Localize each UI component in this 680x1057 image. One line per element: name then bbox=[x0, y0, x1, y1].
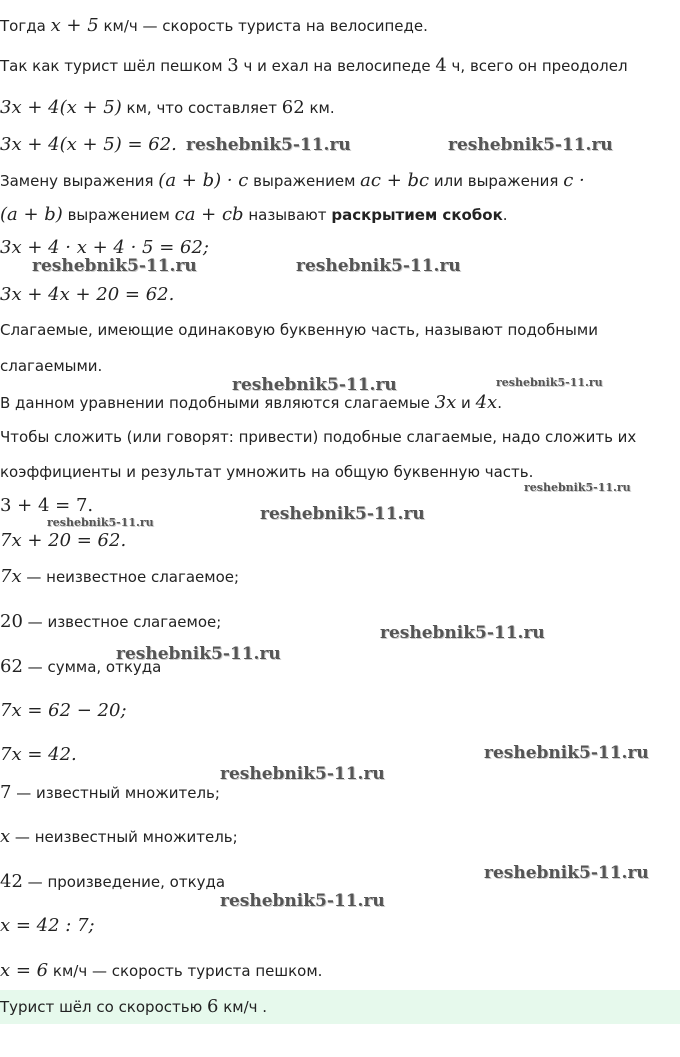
watermark: reshebnik5-11.ru bbox=[484, 863, 649, 883]
text: Слагаемые, имеющие одинаковую буквенную часть, называют подобными bbox=[0, 321, 598, 339]
watermark: reshebnik5-11.ru bbox=[260, 504, 425, 524]
watermark: reshebnik5-11.ru bbox=[232, 375, 397, 395]
text-line bbox=[0, 872, 225, 892]
watermark: reshebnik5-11.ru bbox=[524, 481, 631, 494]
math: x = 42 : 7; bbox=[0, 915, 95, 936]
equation-line bbox=[0, 496, 93, 516]
text-line bbox=[0, 205, 508, 225]
watermark: reshebnik5-11.ru bbox=[32, 256, 197, 276]
text: . bbox=[497, 394, 502, 412]
text: или выражения bbox=[429, 172, 564, 190]
math: 3 bbox=[227, 55, 239, 76]
text: и bbox=[456, 394, 476, 412]
text: — сумма, откуда bbox=[22, 658, 162, 676]
text: км/ч — скорость туриста пешком. bbox=[48, 962, 323, 980]
math: ac + bc bbox=[360, 170, 430, 191]
watermark: reshebnik5-11.ru bbox=[220, 764, 385, 784]
term-bold: раскрытием скобок bbox=[331, 206, 503, 224]
text-line bbox=[0, 56, 628, 76]
text: ч и ехал на велосипеде bbox=[238, 57, 436, 75]
text: — известное слагаемое; bbox=[22, 613, 222, 631]
text: км, что составляет bbox=[121, 99, 282, 117]
text: Чтобы сложить (или говорят: привести) подобные слагаемые, надо сложить их bbox=[0, 428, 637, 446]
text-line bbox=[0, 393, 502, 413]
watermark: reshebnik5-11.ru bbox=[47, 516, 154, 529]
math: (a + b) bbox=[0, 204, 63, 225]
math: 3 + 4 = 7. bbox=[0, 495, 94, 516]
text-line bbox=[0, 827, 238, 847]
watermark: reshebnik5-11.ru bbox=[116, 644, 281, 664]
math: 7x bbox=[0, 566, 22, 587]
math: 7x = 42. bbox=[0, 744, 77, 765]
math: 7x + 20 = 62. bbox=[0, 530, 127, 551]
equation-line bbox=[0, 135, 177, 155]
watermark: reshebnik5-11.ru bbox=[296, 256, 461, 276]
math: 6 bbox=[206, 996, 219, 1017]
math: 7 bbox=[0, 782, 12, 803]
text: — произведение, откуда bbox=[22, 873, 226, 891]
watermark: reshebnik5-11.ru bbox=[484, 743, 649, 763]
text: . bbox=[502, 206, 508, 224]
math: (a + b) · c bbox=[158, 170, 249, 191]
watermark: reshebnik5-11.ru bbox=[380, 623, 545, 643]
text: км/ч — скорость туриста на велосипеде. bbox=[98, 17, 428, 35]
watermark: reshebnik5-11.ru bbox=[496, 376, 603, 389]
text-line bbox=[0, 427, 636, 447]
equation-line bbox=[0, 701, 127, 721]
math: 62 bbox=[0, 656, 23, 677]
text-line bbox=[0, 783, 220, 803]
text-line bbox=[0, 356, 102, 376]
text: Так как турист шёл пешком bbox=[0, 57, 228, 75]
text: км/ч . bbox=[218, 998, 268, 1016]
equation-line bbox=[0, 531, 126, 551]
math: 42 bbox=[0, 871, 23, 892]
math: 4x bbox=[475, 392, 498, 413]
math: 4 bbox=[435, 55, 447, 76]
math: 3x + 4(x + 5) = 62. bbox=[0, 134, 177, 155]
math: 3x + 4(x + 5) bbox=[0, 97, 122, 118]
text: выражением bbox=[62, 206, 175, 224]
equation-line bbox=[0, 285, 174, 305]
text: слагаемыми. bbox=[0, 357, 103, 375]
watermark: reshebnik5-11.ru bbox=[186, 135, 351, 155]
math: 3x + 4x + 20 = 62. bbox=[0, 284, 175, 305]
answer-line bbox=[0, 997, 267, 1017]
math: 20 bbox=[0, 611, 23, 632]
watermark: reshebnik5-11.ru bbox=[448, 135, 613, 155]
text: В данном уравнении подобными являются слагаемые bbox=[0, 394, 435, 412]
text: — известный множитель; bbox=[11, 784, 220, 802]
math: x = 6 bbox=[0, 960, 49, 981]
math: 62 bbox=[281, 97, 305, 118]
math: c · bbox=[563, 170, 585, 191]
text: — неизвестный множитель; bbox=[10, 828, 238, 846]
text: Замену выражения bbox=[0, 172, 159, 190]
text: — неизвестное слагаемое; bbox=[21, 568, 240, 586]
equation-line bbox=[0, 916, 95, 936]
text: Турист шёл со скоростью bbox=[0, 998, 207, 1016]
text-line bbox=[0, 567, 239, 587]
text-line bbox=[0, 961, 322, 981]
text: коэффициенты и результат умножить на общую буквенную часть. bbox=[0, 463, 534, 481]
text-line bbox=[0, 612, 221, 632]
math: 3x + 4 · x + 4 · 5 = 62; bbox=[0, 237, 209, 258]
text: называют bbox=[243, 206, 332, 224]
answer-box bbox=[0, 990, 680, 1024]
text-line bbox=[0, 320, 598, 340]
text-line: Тогда x + 5 км/ч — скорость туриста на велосипеде. bbox=[0, 15, 428, 36]
text-line bbox=[0, 171, 585, 191]
math: x bbox=[0, 826, 11, 847]
text-line bbox=[0, 462, 533, 482]
math: 3x bbox=[434, 392, 457, 413]
watermark: reshebnik5-11.ru bbox=[220, 891, 385, 911]
text-line bbox=[0, 98, 335, 118]
text: ч, всего он преодолел bbox=[446, 57, 628, 75]
text: выражением bbox=[248, 172, 361, 190]
math: 7x = 62 − 20; bbox=[0, 700, 127, 721]
equation-line bbox=[0, 238, 209, 258]
math: x + 5 bbox=[50, 15, 99, 36]
text: км. bbox=[304, 99, 335, 117]
math: ca + cb bbox=[174, 204, 244, 225]
equation-line bbox=[0, 745, 77, 765]
